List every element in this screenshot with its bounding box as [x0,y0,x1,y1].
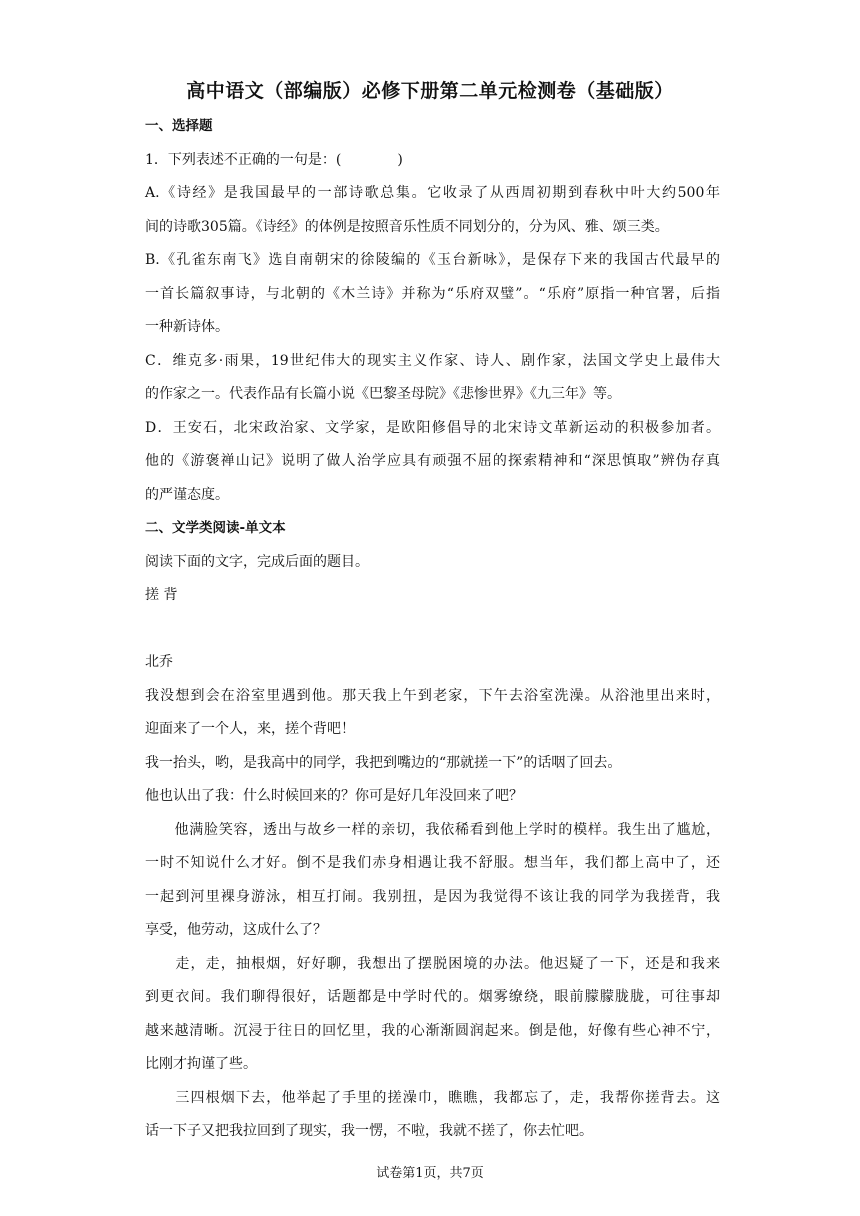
question-1-option-a [145,177,720,244]
paragraph-line: 到更衣间。我们聊得很好，话题都是中学时代的。烟雾缭绕，眼前朦朦胧胧，可往事却 [145,989,720,1005]
section-heading-choice: 一、选择题 [145,118,213,134]
paragraph-line: 话一下子又把我拉回到了现实，我一愣，不啦，我就不搓了，你去忙吧。 [145,1123,593,1139]
story-paragraph [145,948,720,1082]
option-line: 他的《游褒禅山记》说明了做人治学应具有顽强不屈的探索精神和“深思慎取”辨伪存真 [145,453,720,469]
section-heading-reading: 二、文学类阅读-单文本 [145,520,286,536]
paragraph-line: 走，走，抽根烟，好好聊，我想出了摆脱困境的办法。他迟疑了一下，还是和我来 [145,955,720,972]
page-footer: 试卷第1页，共7页 [376,1166,484,1181]
reading-instruction: 阅读下面的文字，完成后面的题目。 [145,553,369,570]
question-1-option-b [145,244,720,345]
exam-content [145,110,720,1149]
option-line: B.《孔雀东南飞》选自南朝宋的徐陵编的《玉台新咏》，是保存下来的我国古代最早的 [145,252,720,268]
paragraph-line: 一起到河里裸身游泳，相互打闹。我别扭，是因为我觉得不该让我的同学为我搓背，我 [145,888,720,905]
story-paragraph [145,680,720,747]
paragraph-line: 他也认出了我：什么时候回来的？你可是好几年没回来了吧？ [145,788,523,804]
paragraph-line: 一时不知说什么才好。倒不是我们赤身相遇让我不舒服。想当年，我们都上高中了，还 [145,855,720,871]
option-line: 的作家之一。代表作品有长篇小说《巴黎圣母院》《悲惨世界》《九三年》等。 [145,386,621,402]
option-line: 的严谨态度。 [145,486,229,503]
paragraph-line: 越来越清晰。沉浸于往日的回忆里，我的心渐渐圆润起来。倒是他，好像有些心神不宁， [145,1022,720,1039]
story-paragraph [145,780,720,814]
paragraph-line: 我一抬头，哟，是我高中的同学，我把到嘴边的“那就搓一下”的话咽了回去。 [145,754,622,771]
paragraph-line: 享受，他劳动，这成什么了？ [145,922,327,938]
option-line: 一种新诗体。 [145,319,229,335]
question-1-stem: 1．下列表述不正确的一句是：( ) [145,151,403,168]
exam-title: 高中语文（部编版）必修下册第二单元检测卷（基础版） [186,80,674,102]
paragraph-line: 比刚才拘谨了些。 [145,1056,257,1072]
story-title: 搓 背 [145,587,178,603]
story-paragraph [145,1082,720,1149]
paragraph-line: 他满脸笑容，透出与故乡一样的亲切，我依稀看到他上学时的模样。我生出了尴尬， [145,821,720,838]
option-line: C．维克多·雨果，19世纪伟大的现实主义作家、诗人、剧作家，法国文学史上最伟大 [145,352,720,369]
paragraph-line: 三四根烟下去，他举起了手里的搓澡巾，瞧瞧，我都忘了，走，我帮你搓背去。这 [145,1089,720,1106]
option-line: D．王安石，北宋政治家、文学家，是欧阳修倡导的北宋诗文革新运动的积极参加者。 [145,419,720,436]
paragraph-line: 迎面来了一个人，来，搓个背吧！ [145,721,355,737]
option-line: 一首长篇叙事诗，与北朝的《木兰诗》并称为“乐府双璧”。“乐府”原指一种官署，后指 [145,285,720,302]
story-paragraph [145,747,720,781]
option-line: 间的诗歌305篇。《诗经》的体例是按照音乐性质不同划分的，分为风、雅、颂三类。 [145,218,669,235]
question-1-option-d [145,412,720,513]
story-author: 北乔 [145,654,173,670]
option-line: A.《诗经》是我国最早的一部诗歌总集。它收录了从西周初期到春秋中叶大约500年 [145,185,720,201]
paragraph-line: 我没想到会在浴室里遇到他。那天我上午到老家，下午去浴室洗澡。从浴池里出来时， [145,687,720,704]
story-paragraph [145,814,720,948]
blank-line [145,613,720,647]
question-1-option-c [145,345,720,412]
